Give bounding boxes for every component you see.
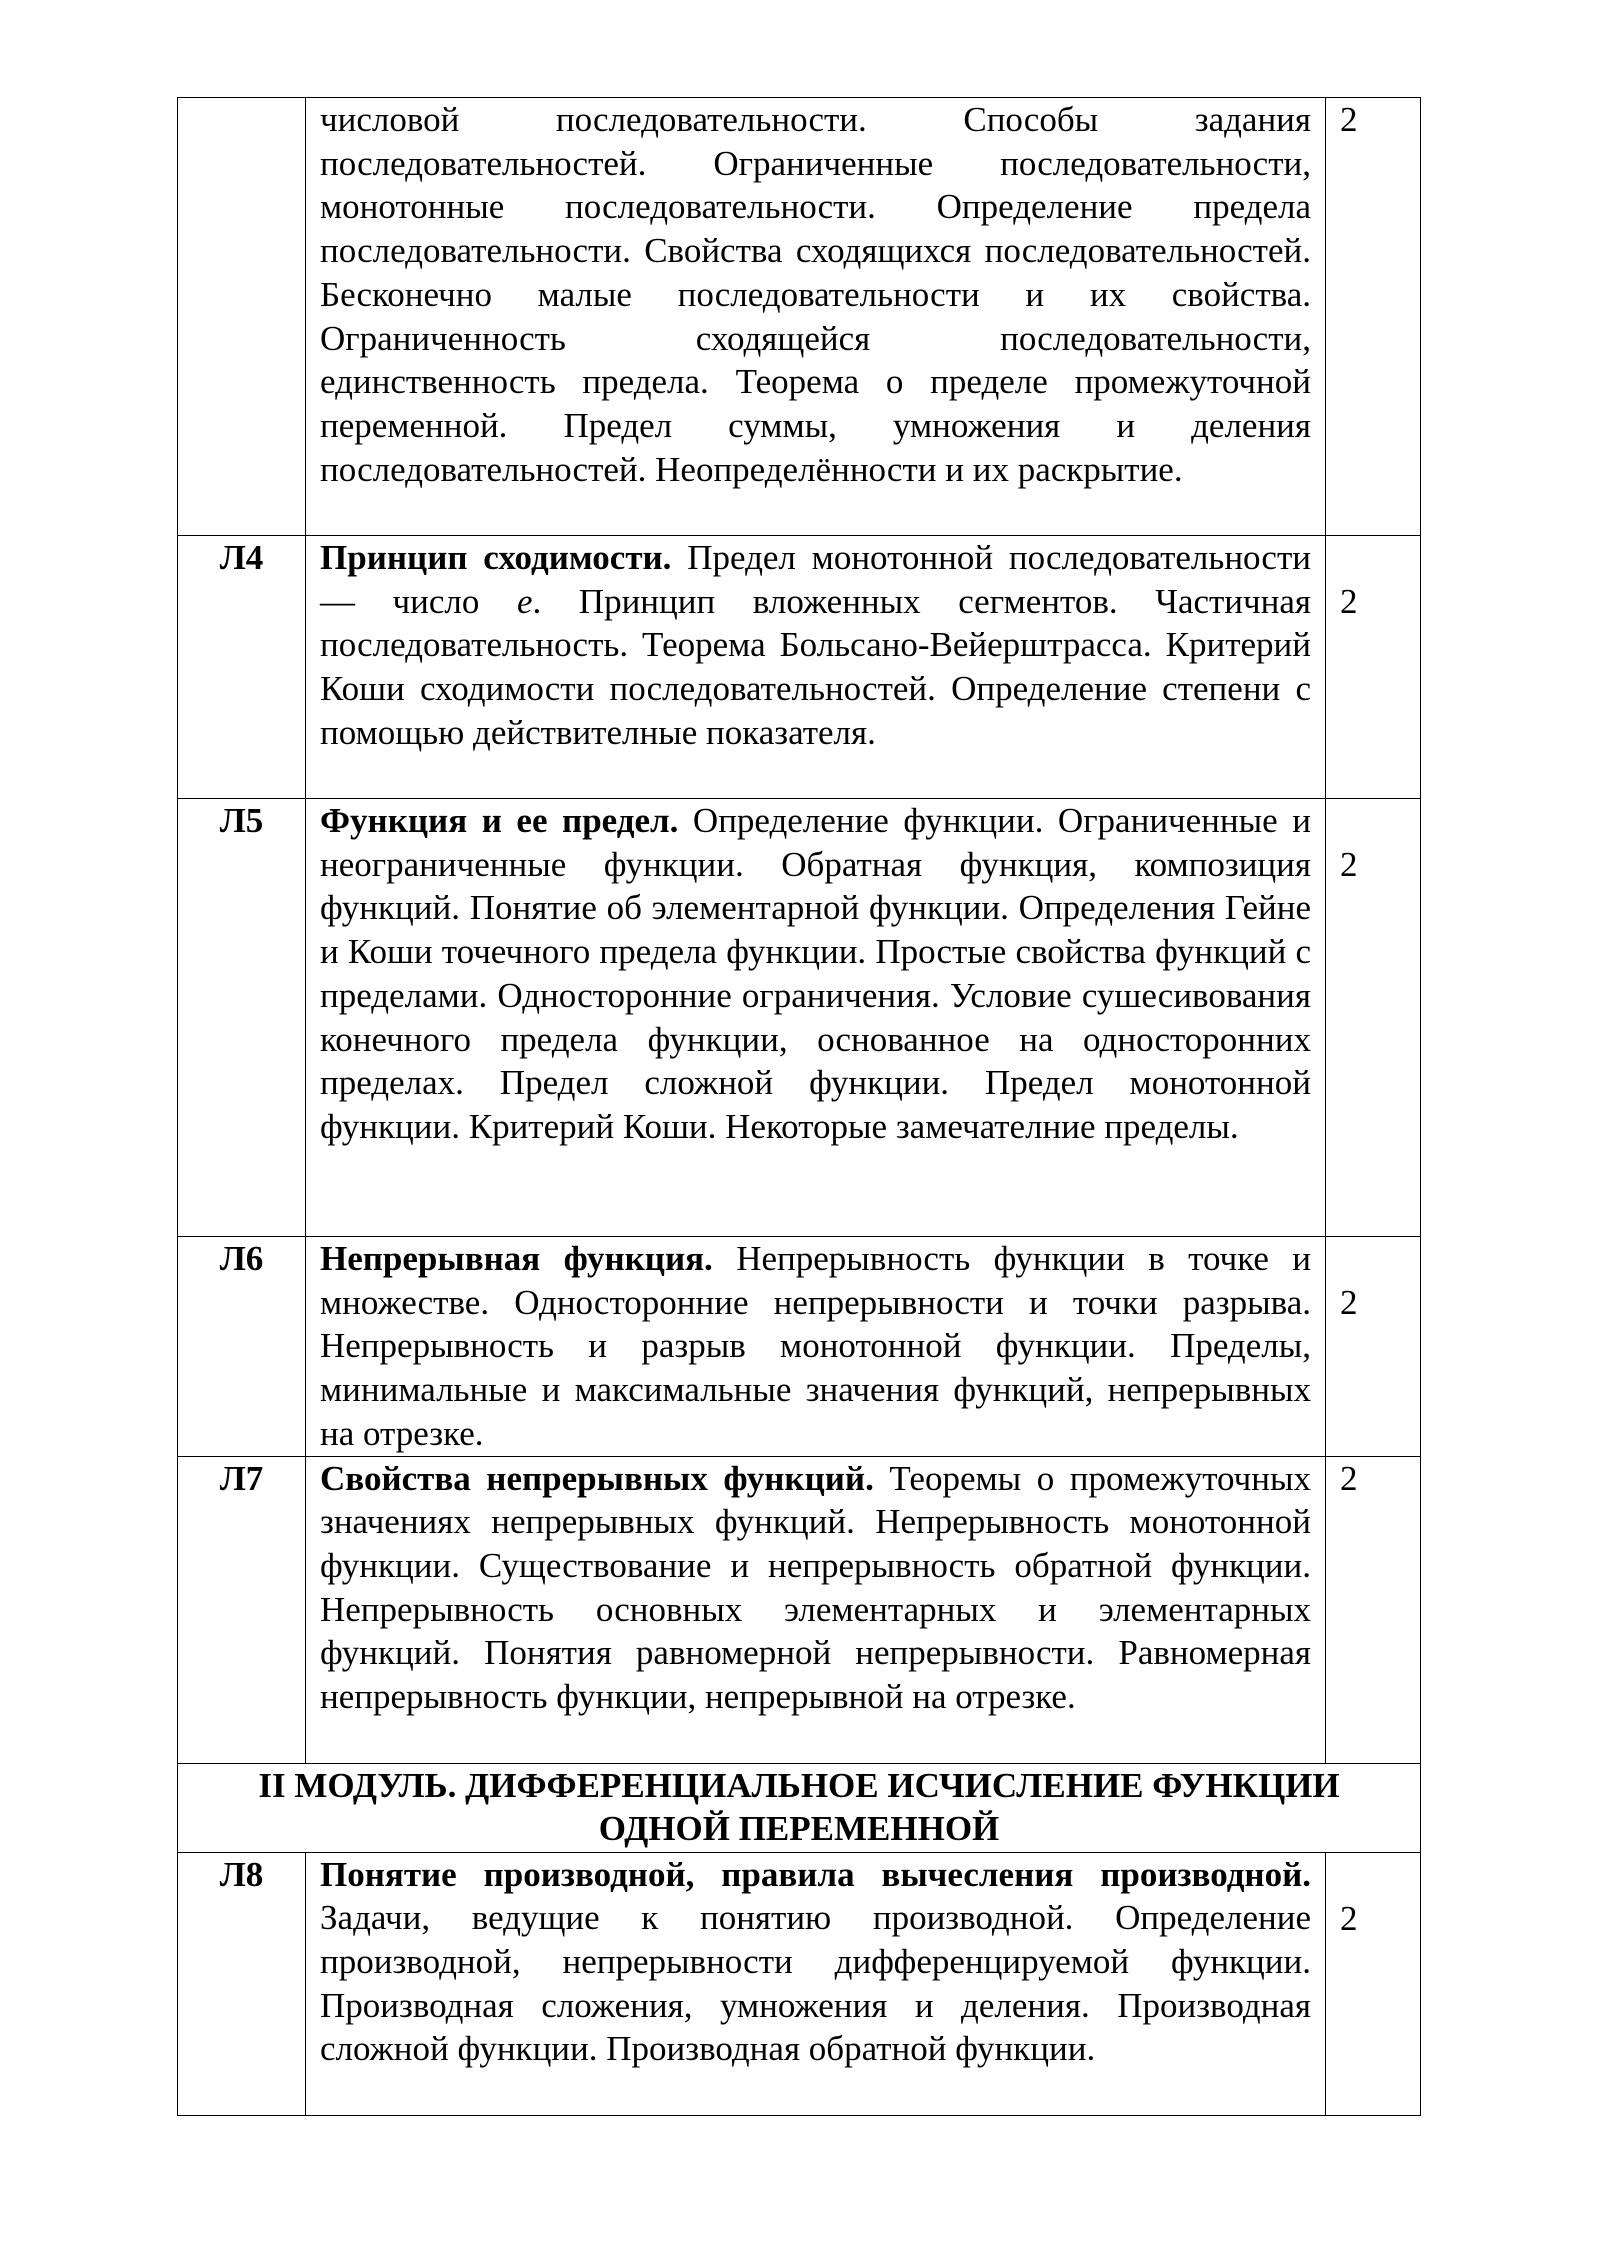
- lecture-content: [306, 799, 1326, 1237]
- lecture-number: [178, 98, 306, 536]
- lecture-text: Задачи, ведущие к понятию производной. Определение производной, непрерывности дифференцируемой функции. Производная сложения, умножения и деления. Производная сложной функции. Производная обратной функции.: [320, 1898, 1311, 2069]
- lecture-content: [306, 1456, 1326, 1763]
- lecture-content: [306, 536, 1326, 799]
- lecture-table: [177, 97, 1421, 2116]
- lecture-content: [306, 1237, 1326, 1457]
- lecture-content: [306, 98, 1326, 536]
- hours-value: 2: [1340, 1898, 1358, 1938]
- lecture-text: Непрерывность функции в точке и множестве. Односторонние непрерывности и точки разрыва. Непрерывность и разрыв монотонной функции. Пределы, минимальные и максимальные значения функций, непрерывных на отрезке.: [320, 1239, 1311, 1453]
- lecture-number: Л6: [178, 1237, 306, 1457]
- lecture-text-italic: e: [516, 581, 533, 621]
- lecture-hours: [1326, 1456, 1421, 1763]
- lecture-text: Теоремы о промежуточных значениях непрерывных функций. Непрерывность монотонной функции. Существование и непрерывность обратной функции. Непрерывность основных элементарных и элементарных функций. Понятия равномерной непрерывности. Равномерная непрерывность функции, непрерывной на отрезке.: [320, 1458, 1311, 1717]
- hours-value: 2: [1340, 582, 1358, 621]
- lecture-title: Свойства непрерывных функций.: [320, 1458, 874, 1498]
- lecture-hours: [1326, 799, 1421, 1237]
- lecture-number: Л5: [178, 799, 306, 1237]
- lecture-hours: [1326, 536, 1421, 799]
- lecture-number: Л7: [178, 1456, 306, 1763]
- lecture-title: Функция и ее предел.: [320, 801, 679, 840]
- lecture-text: . Принцип вложенных сегментов. Частичная последовательность. Теорема Больсано-Вейерштрасса. Критерий Коши сходимости последовательностей. Определение степени с помощью действителные показателя.: [320, 581, 1311, 752]
- table-row: [178, 1237, 1421, 1457]
- lecture-number: Л4: [178, 536, 306, 799]
- module-header-row: [178, 1763, 1421, 1852]
- lecture-text: числовой последовательности. Способы задания последовательностей. Ограниченные последовательности, монотонные последовательности. Определение предела последовательности. Свойства сходящихся последовательностей. Бесконечно малые последовательности и их свойства. Ограниченность сходящейся последовательности, единственность предела. Теорема о пределе промежуточной переменной. Предел суммы, умножения и деления последовательностей. Неопределённости и их раскрытие.: [320, 100, 1311, 489]
- table-row: [178, 1852, 1421, 2115]
- hours-value: 2: [1340, 1283, 1358, 1322]
- hours-value: 2: [1340, 1458, 1358, 1498]
- module-heading: [178, 1763, 1421, 1852]
- lecture-hours: [1326, 1852, 1421, 2115]
- hours-value: 2: [1340, 100, 1358, 139]
- module-heading-line: II МОДУЛЬ. ДИФФЕРЕНЦИАЛЬНОЕ ИСЧИСЛЕНИЕ ФУНКЦИИ: [258, 1765, 1340, 1805]
- module-heading-line: ОДНОЙ ПЕРЕМЕННОЙ: [598, 1809, 1000, 1849]
- lecture-text: Определение функции. Ограниченные и неограниченные функции. Обратная функция, композиция функций. Понятие об элементарной функции. Определения Гейне и Коши точечного предела функции. Простые свойства функций с пределами. Односторонние ограничения. Условие сушесивования конечного предела функции, основанное на односторонних пределах. Предел сложной функции. Предел монотонной функции. Критерий Коши. Некоторые замечателние пределы.: [320, 801, 1311, 1146]
- table-row: [178, 1456, 1421, 1763]
- lecture-hours: [1326, 98, 1421, 536]
- table-row: [178, 536, 1421, 799]
- lecture-hours: [1326, 1237, 1421, 1457]
- table-row: [178, 799, 1421, 1237]
- lecture-text: Предел монотонной последовательности — число: [320, 538, 1311, 621]
- table-row: [178, 98, 1421, 536]
- lecture-content: [306, 1852, 1326, 2115]
- lecture-title: Понятие производной, правила вычесления производной.: [320, 1854, 1311, 1894]
- lecture-title: Принцип сходимости.: [320, 538, 672, 577]
- lecture-number: Л8: [178, 1852, 306, 2115]
- hours-value: 2: [1340, 845, 1358, 884]
- lecture-title: Непрерывная функция.: [320, 1239, 713, 1278]
